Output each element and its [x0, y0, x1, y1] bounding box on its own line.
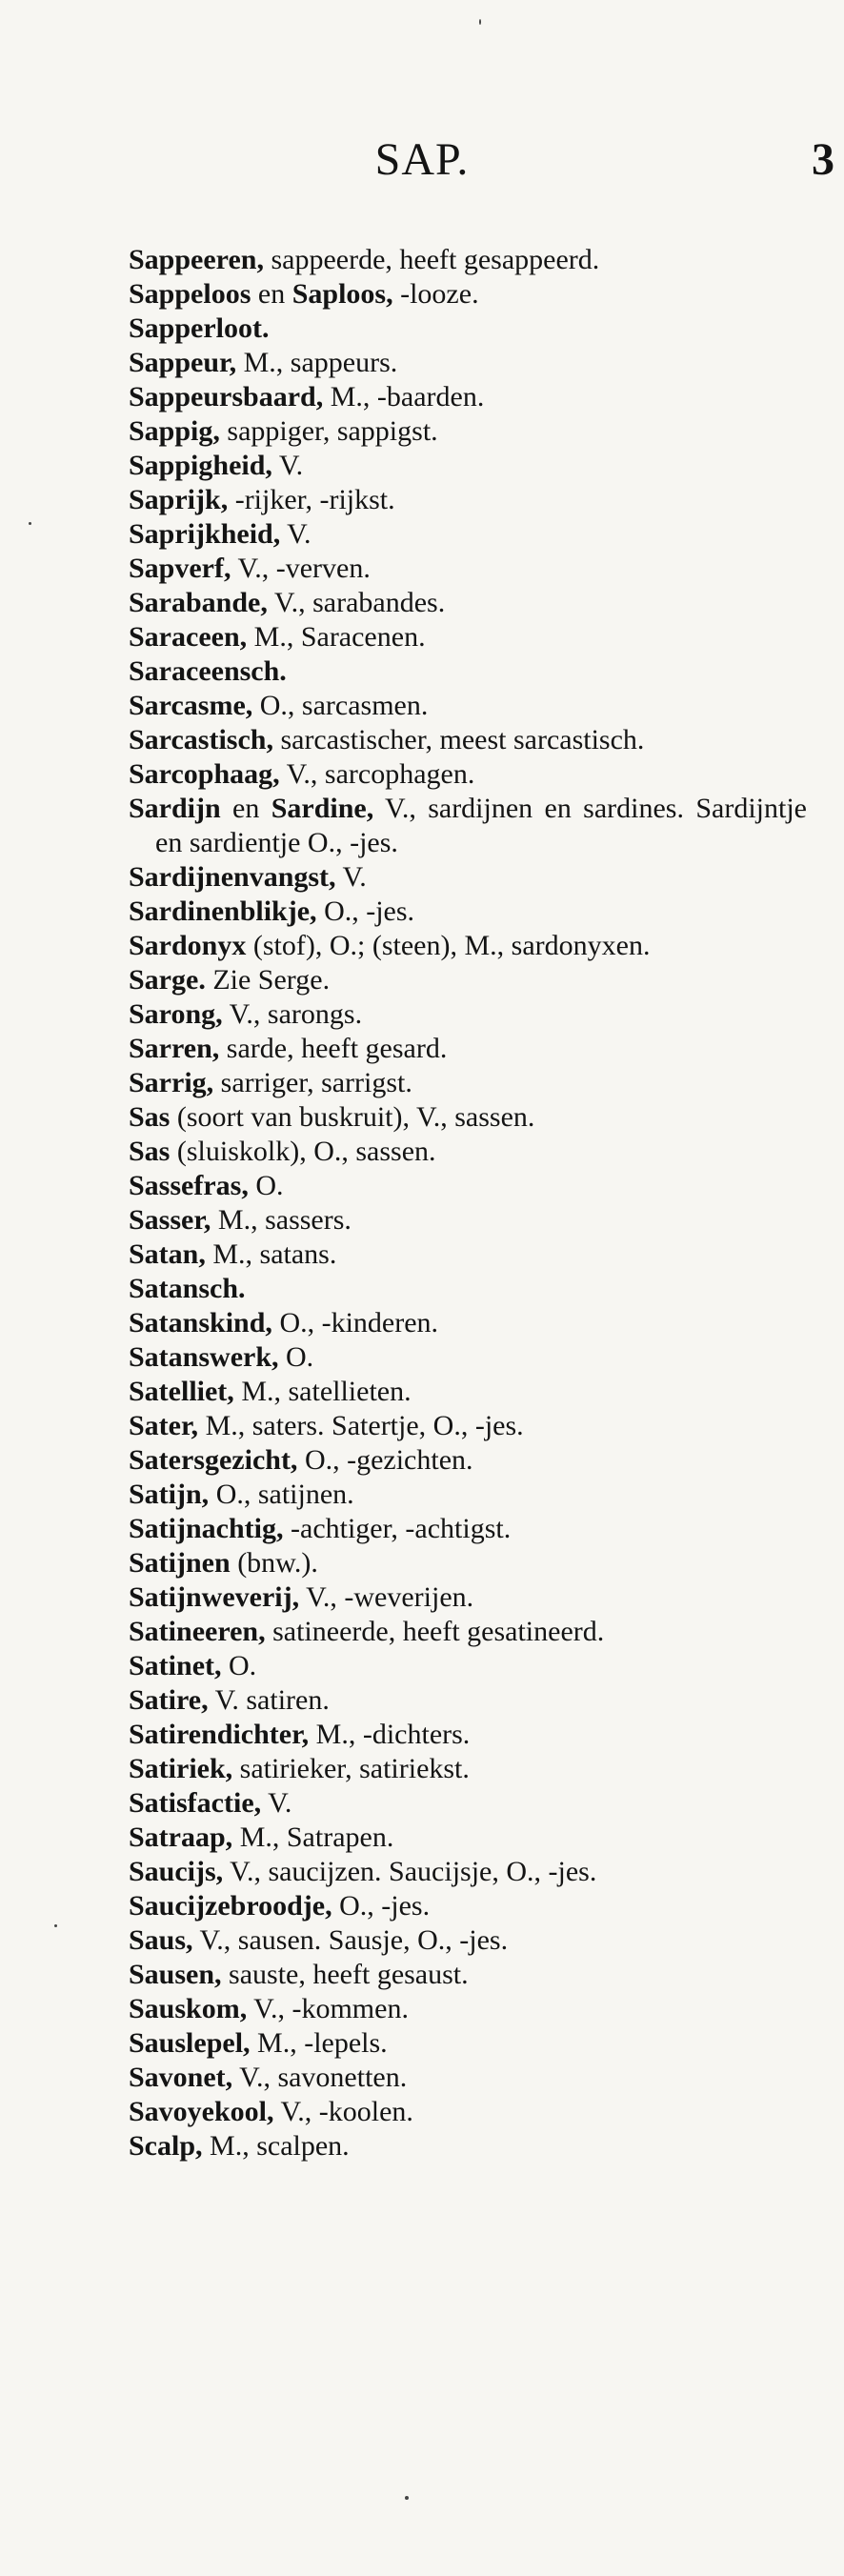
entry-text: O., -jes. [316, 896, 415, 927]
entry-text: V., sausen. Sausje, O., -jes. [192, 1924, 509, 1956]
entry-text: O., -gezichten. [297, 1444, 473, 1476]
headword: Satan, [129, 1238, 206, 1270]
dictionary-entry [129, 414, 807, 449]
headword: Satisfactie, [129, 1787, 262, 1819]
headword: Sapperloot. [129, 312, 270, 344]
entry-text: (stof), O.; (steen), M., sardonyxen. [246, 930, 651, 961]
entry-text: sarde, heeft gesard. [219, 1033, 448, 1064]
entry-text: O. [278, 1341, 314, 1373]
headword: Satijnweverij, [129, 1581, 300, 1613]
headword: Satansch. [129, 1273, 246, 1304]
entry-text: O., -jes. [332, 1890, 431, 1922]
dictionary-entry [129, 1169, 807, 1203]
headword: Sarcastisch, [129, 724, 273, 755]
dictionary-entry [129, 1443, 807, 1478]
dictionary-entry [129, 1100, 807, 1135]
dictionary-entry [129, 1409, 807, 1443]
headword: Scalp, [129, 2130, 203, 2162]
headword: Satanswerk, [129, 1341, 279, 1373]
page-number: 3 [812, 134, 834, 185]
headword: Sarcasme, [129, 690, 253, 721]
dictionary-entry [129, 243, 807, 277]
dictionary-entry [129, 929, 807, 963]
dictionary-entry [129, 689, 807, 723]
dictionary-entry [129, 1683, 807, 1718]
dictionary-entries [129, 243, 807, 2163]
entry-text: V., saucijzen. Saucijsje, O., -jes. [223, 1856, 597, 1887]
entry-text: V. [271, 450, 304, 481]
dictionary-entry [129, 1375, 807, 1409]
dictionary-entry [129, 2026, 807, 2061]
dictionary-entry [129, 757, 807, 792]
headword: Saprijkheid, [129, 518, 281, 550]
dictionary-entry [129, 277, 807, 312]
headword: Satirendichter, [129, 1719, 310, 1750]
dictionary-entry [129, 1855, 807, 1889]
dictionary-entry [129, 860, 807, 895]
headword: Satijnachtig, [129, 1513, 284, 1544]
entry-text: M., satellieten. [233, 1376, 412, 1407]
dictionary-entry [129, 380, 807, 414]
headword: Sarren, [129, 1033, 220, 1064]
entry-text: V., sarcophagen. [279, 758, 475, 790]
entry-text: V., sardijnen en sardines. Sardijntje en sardientje O., -jes. [155, 793, 807, 858]
dictionary-entry [129, 1786, 807, 1821]
headword: Saploos, [291, 278, 393, 310]
entry-text: V., -verven. [231, 553, 371, 584]
dictionary-entry [129, 1238, 807, 1272]
headword: Satersgezicht, [129, 1444, 298, 1476]
headword: Saprijk, [129, 484, 229, 515]
entry-text: sarcastischer, meest sarcastisch. [272, 724, 645, 755]
dictionary-entry [129, 1478, 807, 1512]
dictionary-entry [129, 1958, 807, 1992]
entry-text: O. [248, 1170, 284, 1201]
dictionary-entry [129, 895, 807, 929]
entry-text: Zie Serge. [205, 964, 331, 996]
dictionary-entry [129, 449, 807, 483]
entry-text: V. [280, 518, 311, 550]
entry-text: M., Saracenen. [247, 621, 426, 653]
paper-speck [405, 2496, 409, 2500]
entry-text: -looze. [392, 278, 479, 310]
entry-text: (bnw.). [230, 1547, 318, 1579]
paper-speck [29, 522, 31, 525]
entry-text: sauste, heeft gesaust. [221, 1959, 469, 1990]
entry-text: (soort van buskruit), V., sassen. [170, 1101, 535, 1133]
dictionary-entry [129, 1992, 807, 2026]
dictionary-entry [129, 1546, 807, 1580]
paper-speck [54, 1924, 57, 1927]
entry-text: O. [221, 1650, 257, 1681]
entry-text: V. satiren. [208, 1684, 330, 1716]
entry-text: V., sarabandes. [267, 587, 446, 618]
dictionary-entry [129, 792, 807, 860]
entry-text: V., savonetten. [232, 2062, 408, 2093]
entry-text: V. [335, 861, 367, 893]
headword: Sas [129, 1101, 171, 1133]
dictionary-entry [129, 1580, 807, 1615]
headword: Sapverf, [129, 553, 231, 584]
entry-text: en [220, 793, 271, 824]
headword: Sappeursbaard, [129, 381, 324, 413]
headword: Satijnen [129, 1547, 231, 1579]
headword: Sater, [129, 1410, 199, 1441]
running-head [0, 133, 844, 191]
headword: Savoyekool, [129, 2096, 274, 2127]
dictionary-entry [129, 552, 807, 586]
dictionary-entry [129, 1889, 807, 1923]
headword: Sauslepel, [129, 2027, 251, 2059]
headword: Sas [129, 1136, 171, 1167]
headword: Sardijnenvangst, [129, 861, 336, 893]
dictionary-entry [129, 517, 807, 552]
headword: Savonet, [129, 2062, 233, 2093]
headword: Satinet, [129, 1650, 222, 1681]
headword: Satineeren, [129, 1616, 266, 1647]
headword: Sassefras, [129, 1170, 249, 1201]
headword: Saucijs, [129, 1856, 224, 1887]
headword: Saraceensch. [129, 655, 287, 687]
dictionary-entry [129, 1718, 807, 1752]
entry-text: M., Satrapen. [232, 1821, 394, 1853]
dictionary-entry [129, 1923, 807, 1958]
headword: Sappeur, [129, 347, 237, 378]
dictionary-entry [129, 1512, 807, 1546]
dictionary-entry [129, 312, 807, 346]
dictionary-entry [129, 1821, 807, 1855]
headword: Sarong, [129, 998, 223, 1030]
dictionary-entry [129, 586, 807, 620]
entry-text: V., sarongs. [222, 998, 363, 1030]
headword: Saus, [129, 1924, 193, 1956]
headword: Saucijzebroodje, [129, 1890, 332, 1922]
dictionary-entry [129, 963, 807, 997]
entry-text: O., -kinderen. [271, 1307, 439, 1338]
entry-text: V. [261, 1787, 292, 1819]
dictionary-entry [129, 346, 807, 380]
headword: Sappeeren, [129, 244, 264, 275]
dictionary-entry [129, 1066, 807, 1100]
entry-text: -achtiger, -achtigst. [283, 1513, 512, 1544]
dictionary-entry [129, 723, 807, 757]
headword: Satanskind, [129, 1307, 272, 1338]
headword: Sappigheid, [129, 450, 272, 481]
entry-text: (sluiskolk), O., sassen. [170, 1136, 436, 1167]
dictionary-entry [129, 1306, 807, 1340]
entry-text: satirieker, satiriekst. [232, 1753, 470, 1784]
entry-text: M., satans. [205, 1238, 337, 1270]
dictionary-entry [129, 2061, 807, 2095]
entry-text: M., sassers. [211, 1204, 352, 1236]
headword: Sardine, [271, 793, 374, 824]
headword: Sausen, [129, 1959, 222, 1990]
dictionary-entry [129, 997, 807, 1032]
entry-text: sarriger, sarrigst. [213, 1067, 412, 1098]
entry-text: M., saters. Satertje, O., -jes. [198, 1410, 524, 1441]
headword: Satijn, [129, 1479, 210, 1510]
entry-text: -rijker, -rijkst. [228, 484, 395, 515]
entry-text: M., -lepels. [250, 2027, 388, 2059]
headword: Sauskom, [129, 1993, 248, 2024]
entry-text: V., -koolen. [273, 2096, 413, 2127]
dictionary-entry [129, 620, 807, 654]
dictionary-entry [129, 1340, 807, 1375]
dictionary-entry [129, 1752, 807, 1786]
entry-text: sappeerde, heeft gesappeerd. [263, 244, 600, 275]
headword: Sarrig, [129, 1067, 214, 1098]
headword: Satraap, [129, 1821, 233, 1853]
dictionary-entry [129, 1203, 807, 1238]
entry-text: M., scalpen. [202, 2130, 350, 2162]
page-title: SAP. [374, 134, 470, 185]
entry-text: M., sappeurs. [236, 347, 398, 378]
entry-text: O., satijnen. [209, 1479, 354, 1510]
dictionary-entry [129, 654, 807, 689]
headword: Sarabande, [129, 587, 268, 618]
dictionary-entry [129, 1135, 807, 1169]
headword: Sappeloos [129, 278, 251, 310]
entry-text: V., -kommen. [247, 1993, 409, 2024]
headword: Sardijn [129, 793, 221, 824]
headword: Sarcophaag, [129, 758, 280, 790]
dictionary-entry [129, 2129, 807, 2163]
headword: Satire, [129, 1684, 209, 1716]
headword: Sarge. [129, 964, 206, 996]
dictionary-entry [129, 1649, 807, 1683]
headword: Saraceen, [129, 621, 248, 653]
dictionary-entry [129, 1615, 807, 1649]
headword: Satelliet, [129, 1376, 234, 1407]
entry-text: satineerde, heeft gesatineerd. [265, 1616, 605, 1647]
headword: Sasser, [129, 1204, 211, 1236]
entry-text: en [251, 278, 292, 310]
entry-text: M., -baarden. [323, 381, 485, 413]
headword: Satiriek, [129, 1753, 233, 1784]
headword: Sardonyx [129, 930, 247, 961]
dictionary-entry [129, 2095, 807, 2129]
headword: Sappig, [129, 415, 220, 447]
headword: Sardinenblikje, [129, 896, 317, 927]
dictionary-entry [129, 1272, 807, 1306]
dictionary-entry [129, 483, 807, 517]
entry-text: V., -weverijen. [299, 1581, 474, 1613]
dictionary-entry [129, 1032, 807, 1066]
paper-speck [479, 19, 481, 25]
entry-text: sappiger, sappigst. [219, 415, 438, 447]
entry-text: M., -dichters. [309, 1719, 471, 1750]
entry-text: O., sarcasmen. [252, 690, 429, 721]
